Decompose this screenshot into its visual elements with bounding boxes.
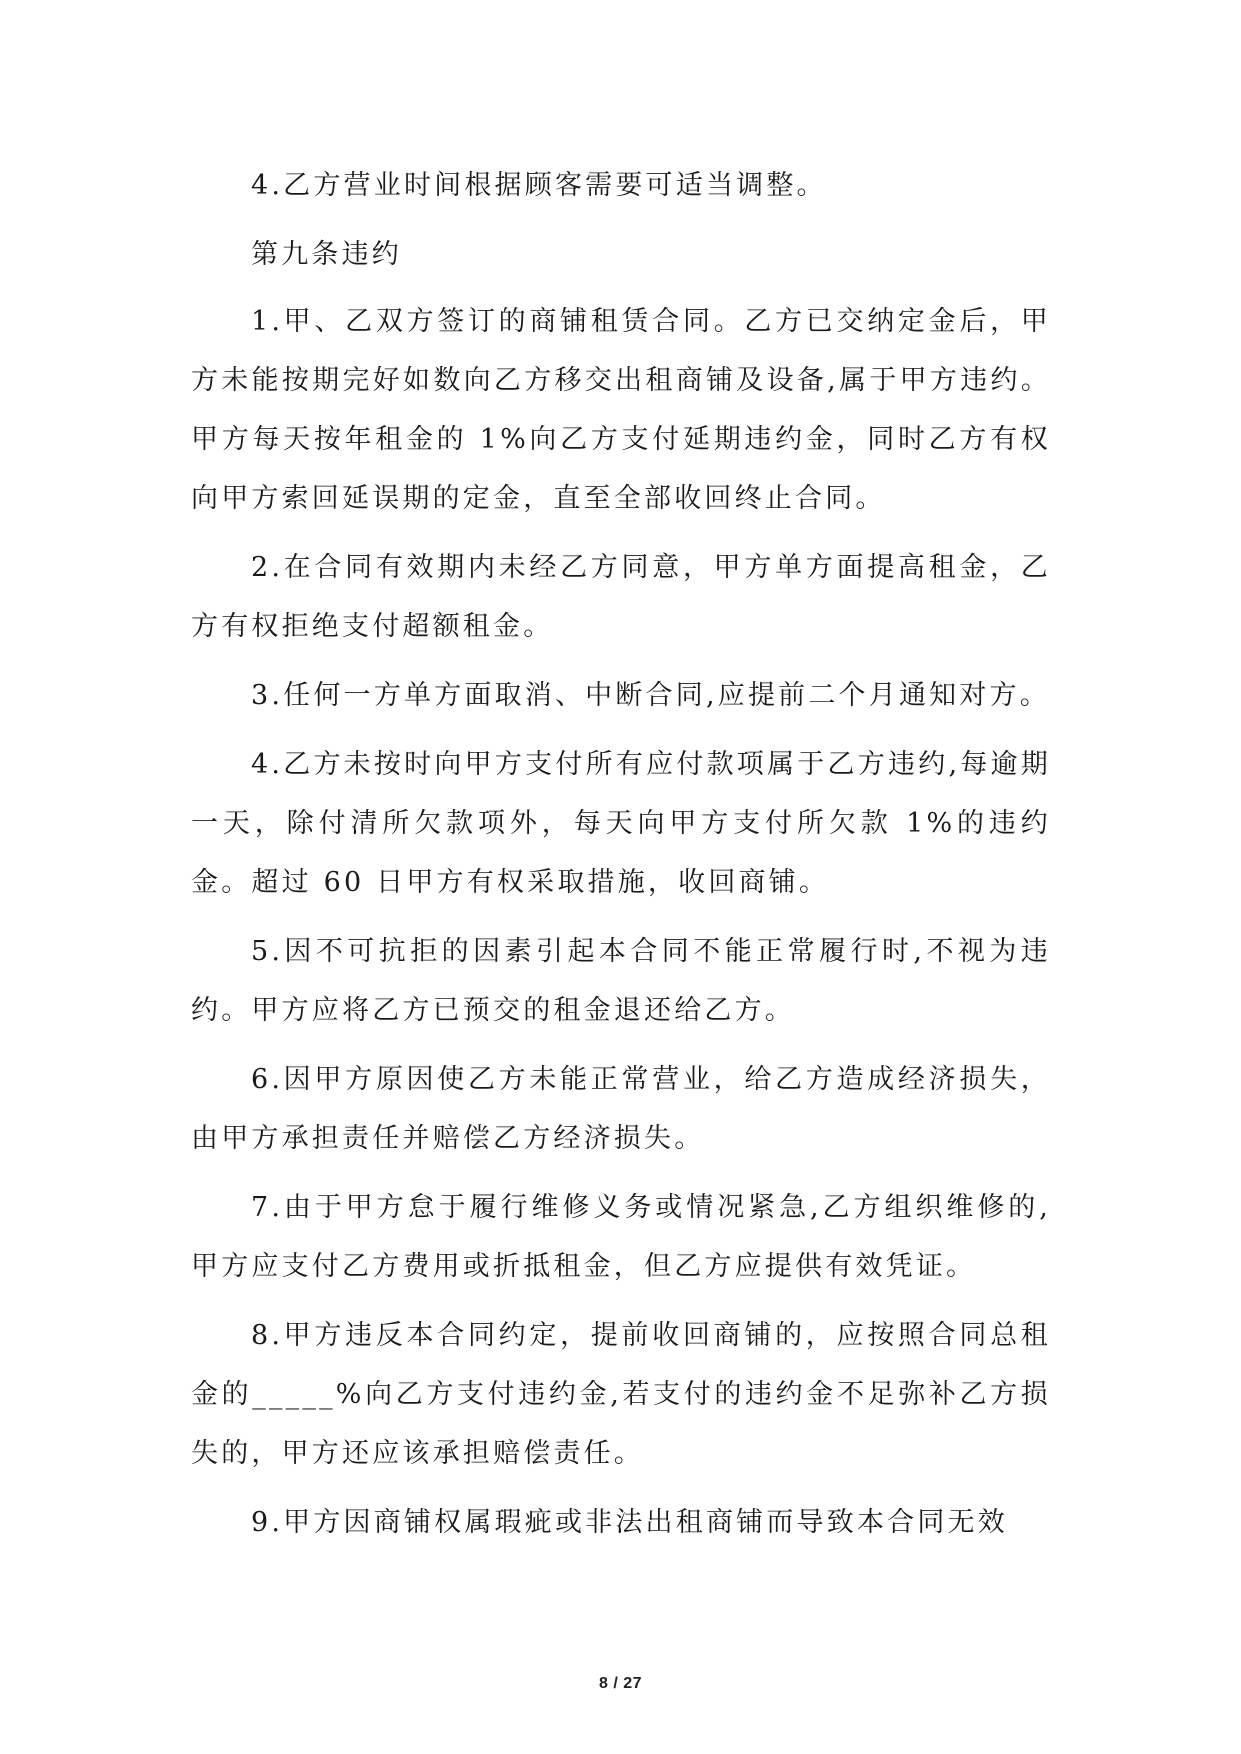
article-9-item-2: 2.在合同有效期内未经乙方同意，甲方单方面提高租金，乙方有权拒绝支付超额租金。 <box>191 552 1051 642</box>
article-9-item-9: 9.甲方因商铺权属瑕疵或非法出租商铺而导致本合同无效 <box>251 1507 1008 1538</box>
article-9-item-7: 7.由于甲方怠于履行维修义务或情况紧急,乙方组织维修的,甲方应支付乙方费用或折抵租金，但乙方应提供有效凭证。 <box>191 1192 1051 1282</box>
article-9-item-8: 8.甲方违反本合同约定，提前收回商铺的，应按照合同总租金的_____%向乙方支付违约金,若支付的违约金不足弥补乙方损失的，甲方还应该承担赔偿责任。 <box>191 1320 1051 1469</box>
document-body <box>191 156 1051 1562</box>
article-9-item-1: 1.甲、乙双方签订的商铺租赁合同。乙方已交纳定金后，甲方未能按期完好如数向乙方移交出租商铺及设备,属于甲方违约。甲方每天按年租金的 1%向乙方支付延期违约金，同时乙方有权向甲方索回延误期的定金，直至全部收回终止合同。 <box>191 306 1051 514</box>
article-9-heading: 第九条违约 <box>251 239 402 270</box>
article-9-item-5: 5.因不可抗拒的因素引起本合同不能正常履行时,不视为违约。甲方应将乙方已预交的租金退还给乙方。 <box>191 936 1051 1026</box>
article-9-item-4: 4.乙方未按时向甲方支付所有应付款项属于乙方违约,每逾期一天，除付清所欠款项外，每天向甲方支付所欠款 1%的违约金。超过 60 日甲方有权采取措施，收回商铺。 <box>191 749 1051 898</box>
article-9-item-6: 6.因甲方原因使乙方未能正常营业，给乙方造成经济损失，由甲方承担责任并赔偿乙方经济损失。 <box>191 1064 1051 1154</box>
clause-8-item-4: 4.乙方营业时间根据顾客需要可适当调整。 <box>251 170 827 201</box>
article-9-item-3: 3.任何一方单方面取消、中断合同,应提前二个月通知对方。 <box>251 680 1050 711</box>
page-number: 8 / 27 <box>598 1675 643 1692</box>
